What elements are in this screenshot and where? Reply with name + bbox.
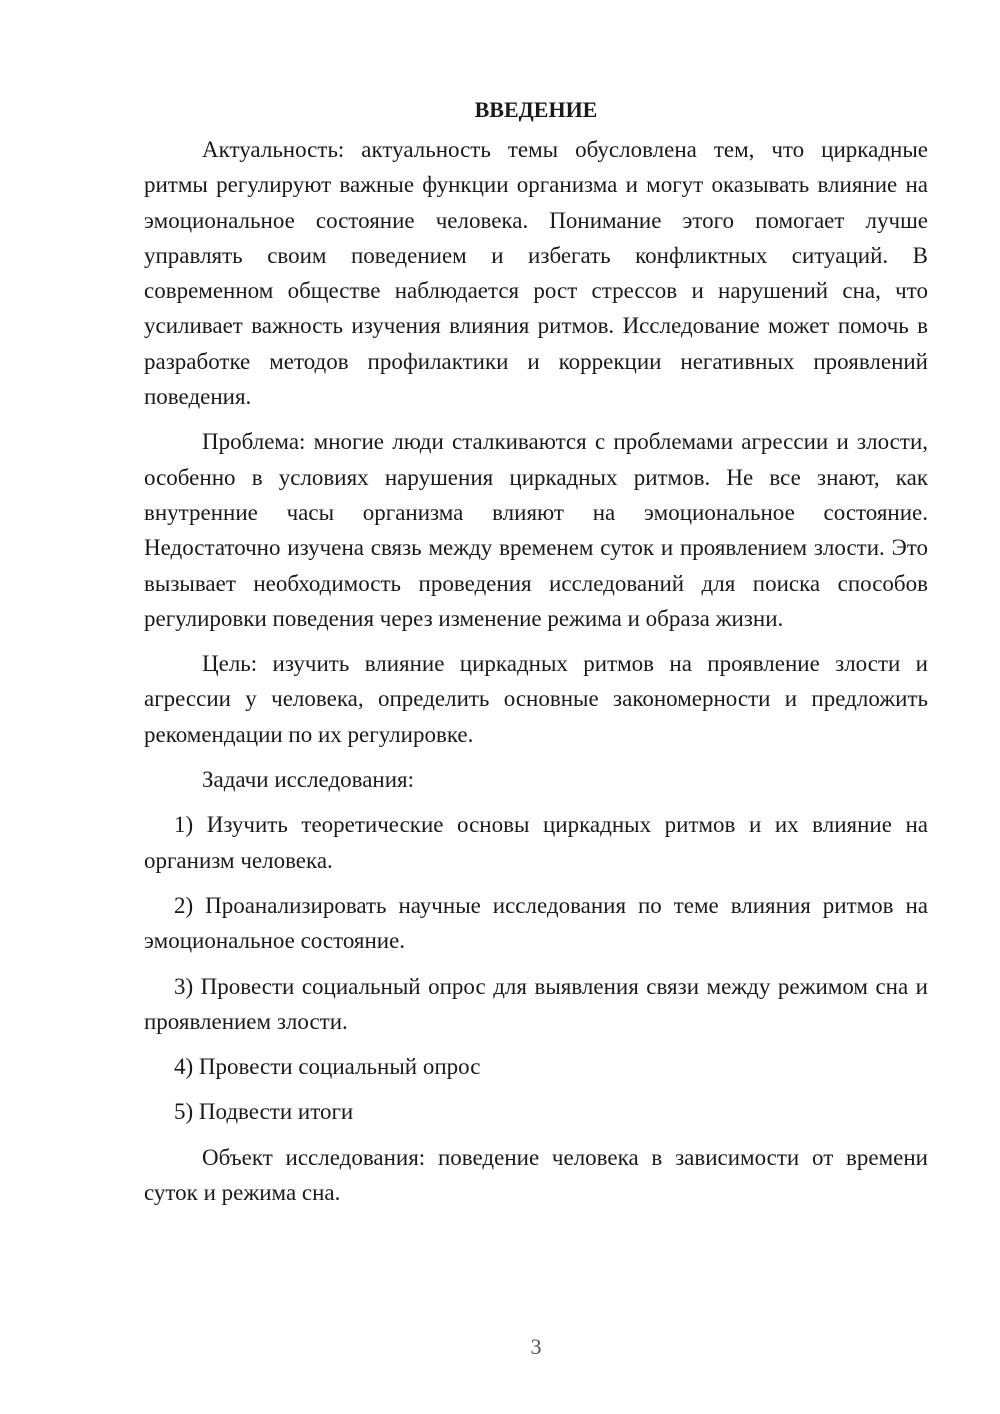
goal-paragraph: Цель: изучить влияние циркадных ритмов на проявление злости и агрессии у человека, определить основные закономерности и предложить рекомендации по их регулировке. [144,651,928,747]
task-item-4: 4) Провести социальный опрос [174,1054,481,1080]
task-item-1: 1) Изучить теоретические основы циркадных ритмов и их влияние на организм человека. [144,812,928,873]
task-item-5: 5) Подвести итоги [174,1099,354,1125]
page-number: 3 [530,1334,542,1359]
page-content [144,92,928,1220]
tasks-title: Задачи исследования: [202,767,415,793]
relevance-paragraph: Актуальность: актуальность темы обусловлена тем, что циркадные ритмы регулируют важные функции организма и могут оказывать влияние на эмоциональное состояние человека. Понимание этого помогает лучше управлять своим поведением и избегать конфликтных ситуаций. В современном обществе наблюдается рост стрессов и нарушений сна, что усиливает важность изучения влияния ритмов. Исследование может помочь в разработке методов профилактики и коррекции негативных проявлений поведения. [144,137,928,410]
task-item-3: 3) Провести социальный опрос для выявления связи между режимом сна и проявлением злости. [144,973,928,1034]
section-heading: ВВЕДЕНИЕ [474,97,598,122]
object-paragraph: Объект исследования: поведение человека в зависимости от времени суток и режима сна. [144,1144,928,1206]
task-item-2: 2) Проанализировать научные исследования по теме влияния ритмов на эмоциональное состояние. [144,892,928,954]
problem-paragraph: Проблема: многие люди сталкиваются с проблемами агрессии и злости, особенно в условиях нарушения циркадных ритмов. Не все знают, как внутренние часы организма влияют на эмоциональное состояние. Недостаточно изучена связь между временем суток и проявлением злости. Это вызывает необходимость проведения исследований для поиска способов регулировки поведения через изменение режима и образа жизни. [144,429,928,631]
